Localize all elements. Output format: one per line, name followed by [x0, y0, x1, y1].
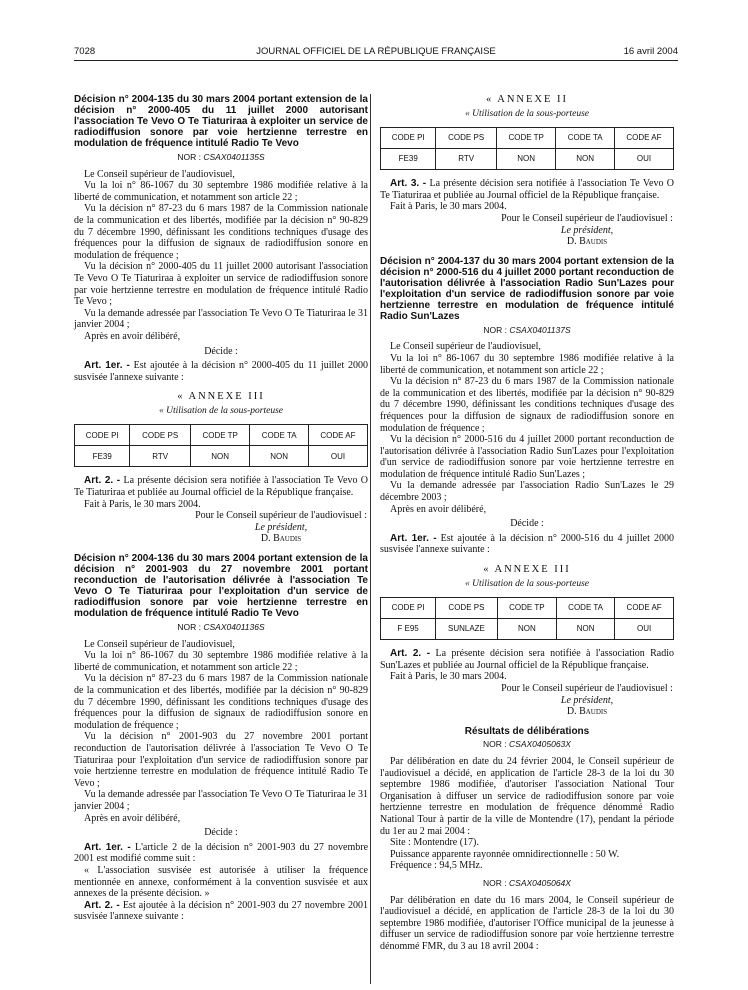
article-1: Art. 1er. - Est ajoutée à la décision n° 2000-405 du 11 juillet 2000 susvisée l'annexe suivante : [74, 360, 369, 383]
table-cell: NON [497, 619, 556, 640]
table-header-row [381, 128, 674, 149]
table-cell: OUI [308, 446, 367, 467]
decide-label: Décide : [204, 345, 238, 357]
table-cell: SUNLAZE [436, 619, 498, 640]
annexe-title: « ANNEXE III [177, 391, 265, 403]
signature-title: Le président, [254, 521, 308, 533]
signature-line: Pour le Conseil supérieur de l'audiovisuel : [501, 683, 673, 694]
table-cell: RTV [436, 149, 496, 170]
table-header-cell: CODE PI [75, 425, 130, 446]
article-2: Art. 2. - La présente décision sera notifiée à l'association Te Vevo O Te Tiaturiraa et publiée au Journal officiel de la République française. [74, 475, 369, 499]
article-1: Art. 1er. - Est ajoutée à la décision n° 2000-516 du 4 juillet 2000 susvisée l'annexe suivante : [380, 532, 674, 556]
table-header-cell: CODE PS [436, 128, 496, 149]
article-2: Art. 2. - La présente décision sera notifiée à l'association Radio Sun'Lazes et publiée au Journal officiel de la République française. [380, 648, 674, 671]
annexe-subtitle: « Utilisation de la sous-porteuse [158, 405, 284, 416]
article-3: Art. 3. - La présente décision sera notifiée à l'association Te Vevo O Te Tiaturiraa et publiée au Journal officiel de la République française. [380, 178, 675, 201]
fait-a-paris: Fait à Paris, le 30 mars 2004. [390, 201, 507, 213]
table-cell: NON [496, 149, 556, 170]
table-header-cell: CODE TA [556, 598, 614, 619]
table-cell: NON [556, 619, 614, 640]
signature-line: Pour le Conseil supérieur de l'audiovisuel : [195, 510, 367, 522]
fait-a-paris: Fait à Paris, le 30 mars 2004. [390, 671, 507, 683]
results-title: Résultats de délibérations [464, 725, 590, 737]
paragraph: Par délibération en date du 16 mars 2004, le Conseil supérieur de l'audiovisuel a décidé, en application de l'article 28-3 de la loi du 30 septembre 1986 modifiée, d'autoriser l'Office municipal de la jeunesse à diffuser un service de radiodiffusion sonore par voie hertzienne terrestre dénommé FMR, du 3 au 18 avril 2004 : [380, 894, 674, 952]
nor-reference: NOR : CSAX0401136S [177, 622, 265, 633]
table-header-cell: CODE AF [615, 598, 674, 619]
table-header-cell: CODE AF [308, 425, 367, 446]
table-cell: FE39 [75, 446, 130, 467]
page-number: 7028 [74, 46, 96, 57]
paragraph: Vu la demande adressée par l'association Radio Sun'Lazes le 29 décembre 2003 ; [380, 480, 674, 504]
signature-line: Pour le Conseil supérieur de l'audiovisuel : [501, 212, 673, 224]
issue-date: 16 avril 2004 [623, 46, 678, 57]
column-separator [370, 94, 371, 984]
annexe-title: « ANNEXE III [483, 564, 571, 576]
signature-name: D. Baudis [566, 706, 608, 718]
signature-name: D. Baudis [566, 236, 608, 248]
nor-reference: NOR : CSAX0405064X [483, 877, 571, 888]
table-row [381, 149, 674, 170]
decision-title: Décision n° 2004-136 du 30 mars 2004 portant extension de la décision n° 2001-903 du 27 novembre 2001 portant reconduction de l'autorisation délivrée à l'association Te Vevo O Te Tiaturiraa pour l'exploitation d'un service de radiodiffusion sonore par voie hertzienne terrestre en modulation de fréquence intitulé Radio Te Vevo [74, 553, 368, 620]
journal-title: JOURNAL OFFICIEL DE LA RÉPUBLIQUE FRANÇAISE [256, 46, 496, 57]
annexe-subtitle: « Utilisation de la sous-porteuse [464, 108, 590, 119]
table-header-cell: CODE TP [496, 128, 556, 149]
table-row [381, 619, 674, 640]
left-column [74, 94, 368, 923]
paragraph: Après en avoir délibéré, [84, 330, 181, 342]
table-header-cell: CODE TA [556, 128, 615, 149]
site-line: Site : Montendre (17). [390, 837, 479, 849]
table-cell: OUI [614, 149, 673, 170]
signature-title: Le président, [560, 694, 614, 706]
nor-reference: NOR : CSAX0401137S [483, 324, 571, 335]
paragraph: Vu la décision n° 2001-903 du 27 novembre 2001 portant reconduction de l'autorisation délivrée à l'association Te Vevo O Te Tiaturiraa pour l'exploitation d'un service de radiodiffusion sonore par voie hertzienne terrestre en modulation de fréquence intitulé Radio Te Vevo ; [74, 731, 368, 789]
paragraph: Vu la décision n° 87-23 du 6 mars 1987 de la Commission nationale de la communication et des libertés, modifiée par la décision n° 90-829 du 7 décembre 1990, définissant les conditions techniques d'usage des fréquences pour la diffusion de signaux de radiodiffusion sonore en modulation de fréquence ; [380, 376, 674, 434]
article-2: Art. 2. - Est ajoutée à la décision n° 2001-903 du 27 novembre 2001 susvisée l'annexe suivante : [74, 899, 368, 923]
decide-label: Décide : [510, 518, 544, 530]
paragraph: Vu la décision n° 2000-516 du 4 juillet 2000 portant reconduction de l'autorisation délivrée à l'association Radio Sun'Lazes pour l'exploitation d'un service de radiodiffusion sonore par voie hertzienne terrestre en modulation de fréquence intitulé Radio Sun'Lazes ; [380, 434, 674, 480]
table-header-row [75, 425, 368, 446]
table-header-cell: CODE PI [381, 598, 436, 619]
table-header-cell: CODE TP [190, 425, 250, 446]
paragraph: Vu la demande adressée par l'association Te Vevo O Te Tiaturiraa le 31 janvier 2004 ; [74, 789, 368, 812]
table-cell: NON [556, 149, 615, 170]
paragraph: Vu la demande adressée par l'association Te Vevo O Te Tiaturiraa le 31 janvier 2004 ; [74, 307, 368, 331]
paragraph: Vu la décision n° 2000-405 du 11 juillet 2000 autorisant l'association Te Vevo O Te Tiaturiraa à exploiter un service de radiodiffusion sonore par voie hertzienne terrestre en modulation de fréquence intitulé Radio Te Vevo ; [74, 261, 368, 308]
decide-label: Décide : [204, 827, 238, 839]
table-header-cell: CODE TA [250, 425, 309, 446]
decision-title: Décision n° 2004-135 du 30 mars 2004 portant extension de la décision n° 2000-405 du 11 juillet 2000 autorisant l'association Te Vevo O Te Tiaturiraa à exploiter un service de radiodiffusion sonore par voie hertzienne terrestre en modulation de fréquence intitulé Radio Te Vevo [74, 94, 368, 149]
annexe-title: « ANNEXE II [485, 94, 569, 105]
paragraph: Par délibération en date du 24 février 2004, le Conseil supérieur de l'audiovisuel a décidé, en application de l'article 28-3 de la loi du 30 septembre 1986 modifiée, d'autoriser l'association National Tour Organisation à diffuser un service de radiodiffusion sonore par voie hertzienne terrestre en modulation de fréquence dénommé Radio National Tour à partir de la ville de Montendre (17), pendant la période du 1er au 2 mai 2004 : [380, 755, 674, 837]
table-cell: FE39 [381, 149, 436, 170]
table-header-cell: CODE PS [436, 598, 498, 619]
table-cell: NON [190, 446, 250, 467]
paragraph: Vu la décision n° 87-23 du 6 mars 1987 de la Commission nationale de la communication et des libertés, modifiée par la décision n° 90-829 du 7 décembre 1990, définissant les conditions techniques d'usage des fréquences pour la diffusion de signaux de radiodiffusion sonore en modulation de fréquence ; [74, 673, 368, 731]
right-column [380, 94, 674, 952]
subcarrier-table [74, 424, 368, 467]
paragraph: Le Conseil supérieur de l'audiovisuel, [84, 638, 235, 650]
power-line: Puissance apparente rayonnée omnidirectionnelle : 50 W. [390, 848, 620, 860]
paragraph: Le Conseil supérieur de l'audiovisuel, [84, 168, 235, 180]
table-cell: F E95 [381, 619, 436, 640]
signature-title: Le président, [560, 224, 614, 236]
table-cell: RTV [130, 446, 190, 467]
subcarrier-table [380, 597, 674, 640]
table-header-row [381, 598, 674, 619]
table-header-cell: CODE PS [130, 425, 190, 446]
table-header-cell: CODE TP [497, 598, 556, 619]
paragraph: Vu la loi n° 86-1067 du 30 septembre 1986 modifiée relative à la liberté de communication, et notamment son article 22 ; [74, 180, 368, 203]
table-cell: NON [250, 446, 309, 467]
table-header-cell: CODE PI [381, 128, 436, 149]
annexe-subtitle: « Utilisation de la sous-porteuse [464, 578, 590, 589]
paragraph: Après en avoir délibéré, [390, 503, 487, 515]
nor-reference: NOR : CSAX0401135S [177, 152, 265, 162]
paragraph: Vu la loi n° 86-1067 du 30 septembre 1986 modifiée relative à la liberté de communication, et notamment son article 22 ; [380, 352, 674, 376]
paragraph: Après en avoir délibéré, [84, 812, 181, 824]
article-1-quote: « L'association susvisée est autorisée à utiliser la fréquence mentionnée en annexe, conformément à la convention susvisée et aux annexes de la présente décision. » [74, 864, 368, 900]
paragraph: Vu la décision n° 87-23 du 6 mars 1987 de la Commission nationale de la communication et des libertés, modifiée par la décision n° 90-829 du 7 décembre 1990, définissant les conditions techniques d'usage des fréquences pour la diffusion de signaux de radiodiffusion sonore en modulation de fréquence ; [74, 203, 368, 261]
table-cell: OUI [615, 619, 674, 640]
page-header [74, 46, 678, 61]
table-header-cell: CODE AF [614, 128, 673, 149]
frequency-line: Fréquence : 94,5 MHz. [390, 860, 483, 872]
decision-title: Décision n° 2004-137 du 30 mars 2004 portant extension de la décision n° 2000-516 du 4 juillet 2000 portant reconduction de l'autorisation délivrée à l'association Radio Sun'Lazes pour l'exploitation d'un service de radiodiffusion sonore par voie hertzienne terrestre en modulation de fréquence intitulé Radio Sun'Lazes [380, 255, 674, 322]
nor-reference: NOR : CSAX0405063X [483, 739, 571, 750]
paragraph: Le Conseil supérieur de l'audiovisuel, [390, 341, 541, 353]
subcarrier-table [380, 127, 674, 170]
paragraph: Vu la loi n° 86-1067 du 30 septembre 1986 modifiée relative à la liberté de communication, et notamment son article 22 ; [74, 650, 368, 673]
article-1: Art. 1er. - L'article 2 de la décision n° 2001-903 du 27 novembre 2001 est modifié comme suit : [74, 841, 369, 865]
signature-name: D. Baudis [260, 533, 302, 545]
fait-a-paris: Fait à Paris, le 30 mars 2004. [84, 498, 201, 510]
table-row [75, 446, 368, 467]
